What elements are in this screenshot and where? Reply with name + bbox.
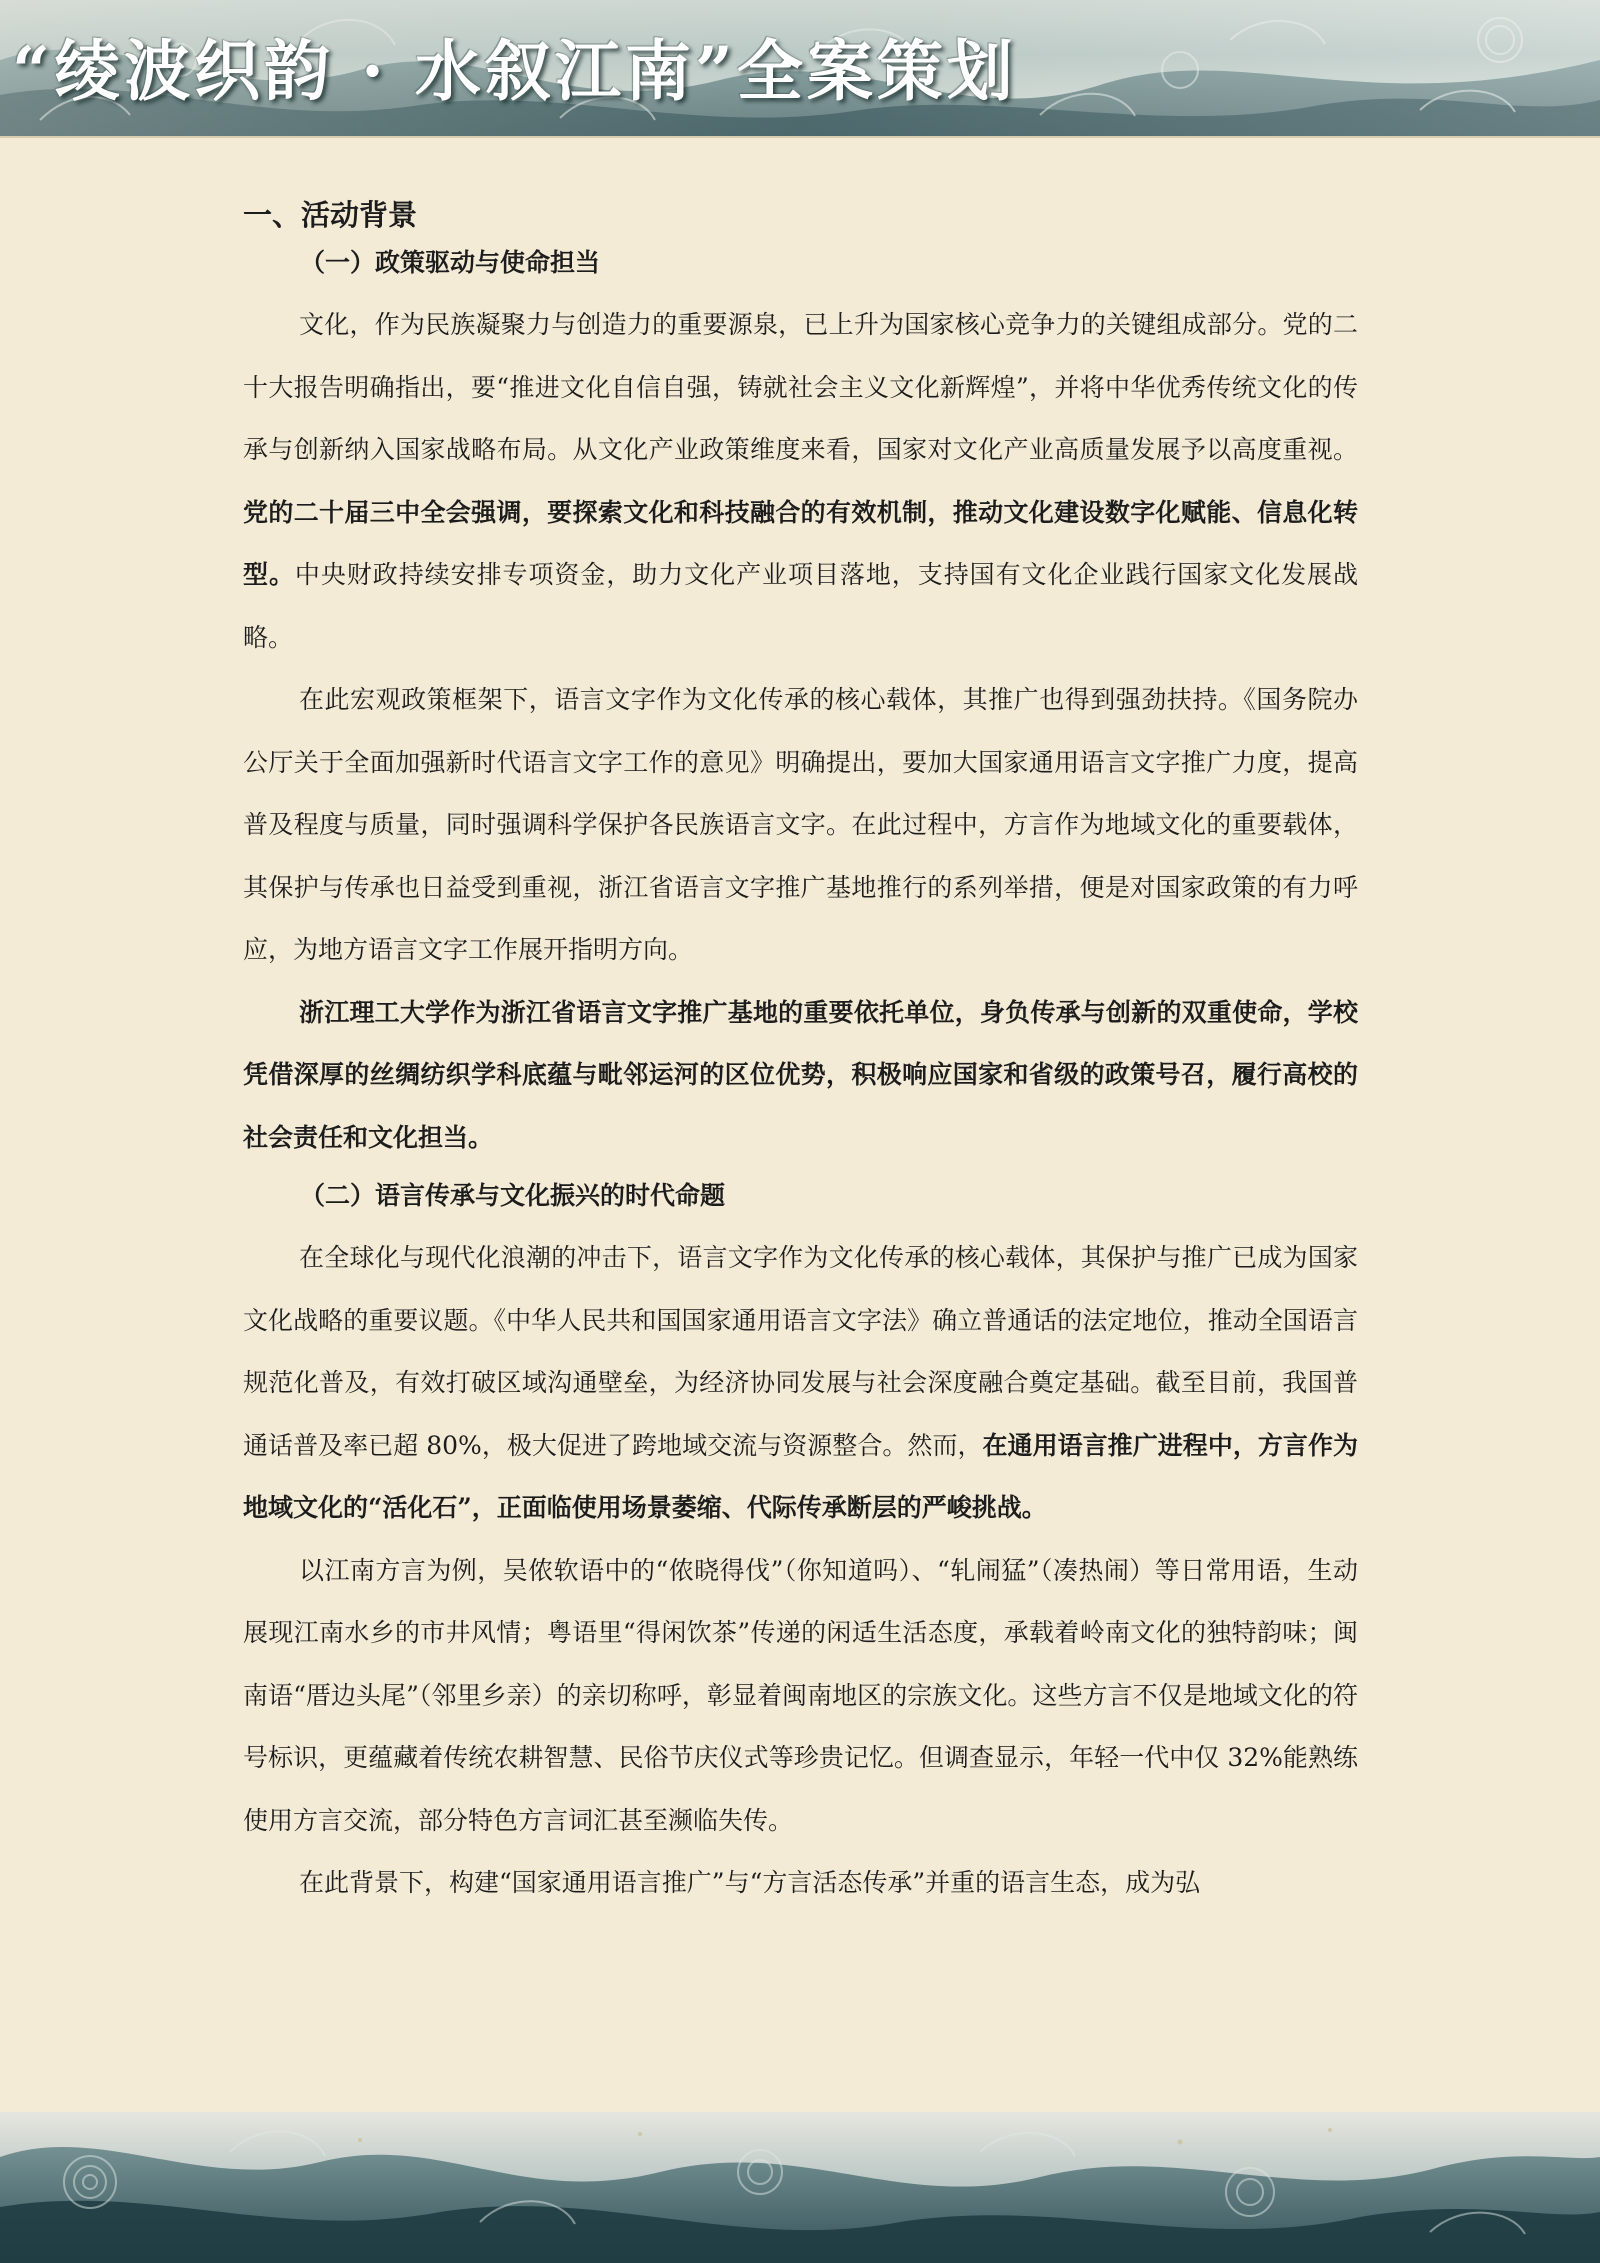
page-title: “绫波织韵 · 水叙江南”全案策划: [12, 32, 1017, 110]
paragraph-text: 文化，作为民族凝聚力与创造力的重要源泉，已上升为国家核心竞争力的关键组成部分。党的二十大报告明确指出，要“推进文化自信自强，铸就社会主义文化新辉煌”，并将中华优秀传统文化的传承与创新纳入国家战略布局。从文化产业政策维度来看，国家对文化产业高质量发展予以高度重视。: [243, 310, 1358, 464]
subsection-heading: （二）语言传承与文化振兴的时代命题: [300, 1181, 726, 1210]
section-heading: 一、活动背景: [243, 198, 418, 232]
document-body: [243, 190, 1358, 1915]
paragraph: 以江南方言为例，吴侬软语中的“侬晓得伐”（你知道吗）、“轧闹猛”（凑热闹）等日常用语，生动展现江南水乡的市井风情；粤语里“得闲饮茶”传递的闲适生活态度，承载着岭南文化的独特韵味；闽南语“厝边头尾”（邻里乡亲）的亲切称呼，彰显着闽南地区的宗族文化。这些方言不仅是地域文化的符号标识，更蕴藏着传统农耕智慧、民俗节庆仪式等珍贵记忆。但调查显示，年轻一代中仅 32%能熟练使用方言交流，部分特色方言词汇甚至濒临失传。: [243, 1555, 1358, 1835]
paragraph-emphasis: 在通用语言推广进程中，方言作为地域文化的“活化石”，正面临使用场景萎缩、代际传承断层的严峻挑战。: [243, 1430, 1358, 1522]
header-banner: [0, 0, 1600, 136]
paragraph-text: 在全球化与现代化浪潮的冲击下，语言文字作为文化传承的核心载体，其保护与推广已成为国家文化战略的重要议题。《中华人民共和国国家通用语言文字法》确立普通话的法定地位，推动全国语言规范化普及，有效打破区域沟通壁垒，为经济协同发展与社会深度融合奠定基础。截至目前，我国普通话普及率已超 80%，极大促进了跨地域交流与资源整合。然而，: [243, 1243, 1358, 1460]
footer-banner: [0, 2112, 1600, 2263]
ink-wave-decoration: [0, 2112, 1600, 2263]
paragraph: [243, 1227, 1358, 1540]
paragraph: 在此背景下，构建“国家通用语言推广”与“方言活态传承”并重的语言生态，成为弘: [299, 1868, 1201, 1897]
paragraph: 在此宏观政策框架下，语言文字作为文化传承的核心载体，其推广也得到强劲扶持。《国务院办公厅关于全面加强新时代语言文字工作的意见》明确提出，要加大国家通用语言文字推广力度，提高普及程度与质量，同时强调科学保护各民族语言文字。在此过程中，方言作为地域文化的重要载体，其保护与传承也日益受到重视，浙江省语言文字推广基地推行的系列举措，便是对国家政策的有力呼应，为地方语言文字工作展开指明方向。: [243, 685, 1358, 964]
paragraph-text: 中央财政持续安排专项资金，助力文化产业项目落地，支持国有文化企业践行国家文化发展战略。: [243, 560, 1358, 652]
subsection-heading: （一）政策驱动与使命担当: [300, 248, 601, 277]
paragraph: [243, 294, 1358, 669]
paragraph-emphasis: 浙江理工大学作为浙江省语言文字推广基地的重要依托单位，身负传承与创新的双重使命，学校凭借深厚的丝绸纺织学科底蕴与毗邻运河的区位优势，积极响应国家和省级的政策号召，履行高校的社会责任和文化担当。: [243, 997, 1358, 1152]
paragraph-emphasis: 党的二十届三中全会强调，要探索文化和科技融合的有效机制，推动文化建设数字化赋能、信息化转型。: [243, 497, 1358, 589]
header-divider: [0, 136, 1600, 138]
